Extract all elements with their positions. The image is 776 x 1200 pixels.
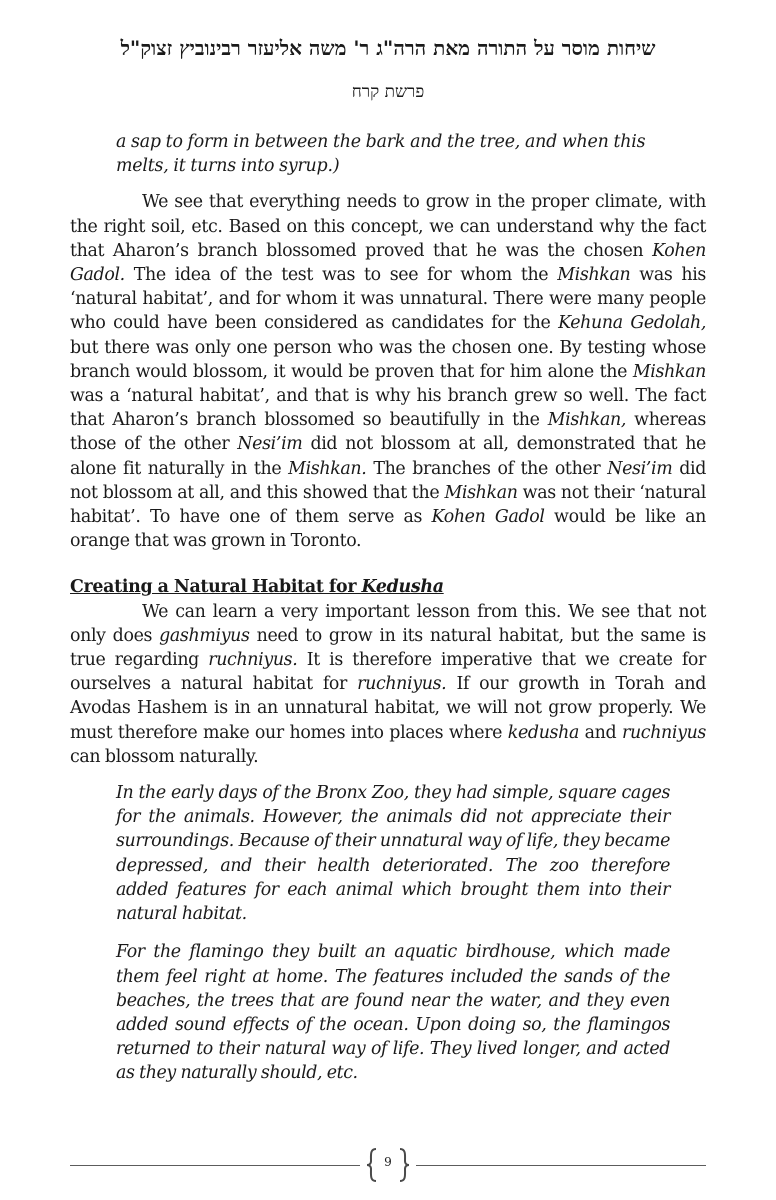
- story-bronx-zoo: In the early days of the Bronx Zoo, they had simple, square cages for the animals. However, the animals did not appreciate their surroundings. Because of their unnatural way of life, they became depressed, and their health deteriorated. The zoo therefore added features for each animal which brought them into their natural habitat.: [116, 783, 670, 925]
- italic-term: Mishkan.: [288, 458, 367, 479]
- footer-rule-left: [70, 1165, 360, 1166]
- text-run: We can learn a very important lesson from this. We see that not only does: [70, 601, 706, 646]
- running-header-parsha: פרשת קרח: [351, 82, 425, 102]
- intro-quote: a sap to form in between the bark and the tree, and when this melts, it turns into syrup.): [116, 132, 646, 177]
- paragraph-1: [70, 190, 706, 553]
- story-flamingo: For the flamingo they built an aquatic birdhouse, which made them feel right at home. The features included the sands of the beaches, the trees that are found near the water, and they even added sound effects of the ocean. Upon doing so, the flamingos returned to their natural way of life. They lived longer, and acted as they naturally should, etc.: [116, 942, 670, 1084]
- text-run: whereas those of the other: [70, 410, 706, 455]
- italic-term: ruchniyus.: [357, 674, 447, 695]
- text-run: It is therefore imperative that we create for ourselves a natural habitat for: [70, 650, 707, 695]
- text-run: but there was only one person who was the chosen one. By testing whose branch would blossom, it would be proven that for him alone the: [70, 337, 706, 382]
- text-run: We see that everything needs to grow in the proper climate, with the right soil, etc. Based on this concept, we can understand why the fact that Aharon’s branch blossomed proved that he was the chosen: [70, 192, 706, 261]
- footer-rule-right: [416, 1165, 706, 1166]
- text-run: would be like an orange that was grown in Toronto.: [70, 507, 707, 552]
- text-run: and: [579, 722, 622, 743]
- page-number-bracket: [366, 1147, 410, 1183]
- text-run: If our growth in Torah and Avodas Hashem is in an unnatural habitat, we will not grow properly. We must therefore make our homes into places where: [70, 674, 706, 743]
- italic-term: Mishkan,: [547, 410, 627, 431]
- italic-term: Mishkan: [557, 265, 631, 286]
- text-run: can blossom naturally.: [70, 746, 259, 767]
- page-number: 9: [384, 1155, 392, 1169]
- italic-term: Kohen Gadol: [431, 507, 545, 528]
- section-heading-text: Creating a Natural Habitat for: [70, 577, 362, 598]
- text-run: was his ‘natural habitat’, and for whom it was unnatural. There were many people who could have been considered as candidates for the: [70, 265, 707, 334]
- italic-term: gashmiyus: [159, 625, 250, 646]
- italic-term: Nesi’im: [237, 434, 303, 455]
- text-run: The branches of the other: [366, 458, 608, 479]
- text-run: was a ‘natural habitat’, and that is why his branch grew so well. The fact that Aharon’s branch blossomed so beautifully in the: [70, 386, 706, 431]
- italic-term: Nesi’im: [607, 458, 673, 479]
- text-run: The idea of the test was to see for whom the: [124, 265, 558, 286]
- text-run: was not their ‘natural habitat’. To have one of them serve as: [70, 482, 706, 528]
- italic-term: Kehuna Gedolah,: [558, 313, 706, 334]
- text-run: need to grow in its natural habitat, but the same is true regarding: [70, 625, 707, 671]
- text-run: did not blossom at all, and this showed that the: [70, 458, 706, 503]
- running-header-title: שיחות מוסר על התורה מאת הרה"ג ר' משה אליעזר רבינוביץ זצוק"ל: [120, 36, 656, 60]
- section-heading-italic: Kedusha: [361, 577, 444, 598]
- section-heading: [70, 575, 706, 599]
- text-run: did not blossom at all, demonstrated that he alone fit naturally in the: [70, 434, 706, 479]
- italic-term: Mishkan: [444, 482, 518, 503]
- main-text: [70, 130, 706, 1086]
- page-footer: [70, 1145, 706, 1185]
- italic-term: ruchniyus: [621, 722, 706, 743]
- italic-term: Kohen Gadol.: [70, 240, 706, 286]
- paragraph-2: [70, 600, 706, 769]
- italic-term: Mishkan: [632, 361, 706, 382]
- italic-term: ruchniyus.: [208, 650, 298, 671]
- italic-term: kedusha: [507, 722, 579, 743]
